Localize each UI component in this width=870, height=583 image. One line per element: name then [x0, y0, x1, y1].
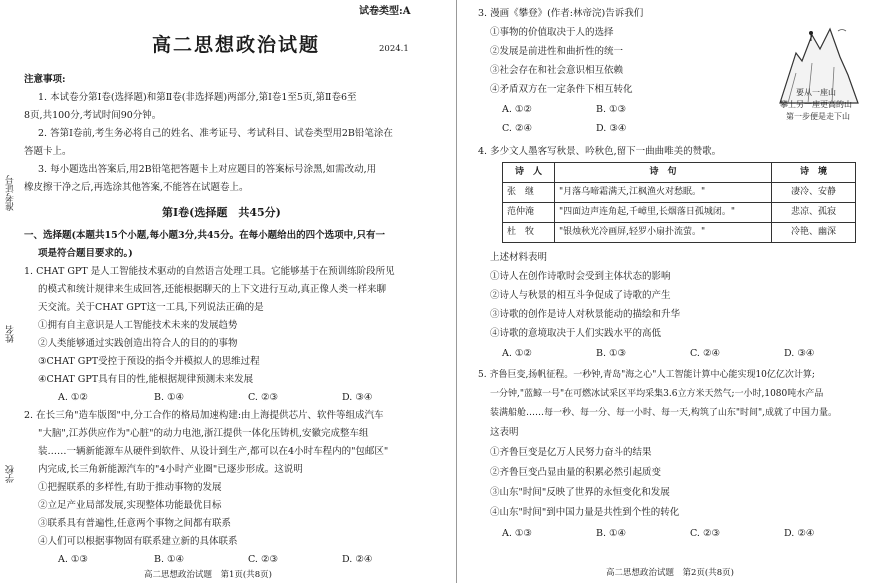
table-row	[503, 183, 856, 203]
notice-heading: 注意事项:	[24, 74, 66, 85]
q2-option-c[interactable]: C. ②③	[248, 554, 279, 565]
q3-option-b[interactable]: B. ①③	[596, 104, 627, 115]
page-1	[24, 0, 444, 583]
q3-option-a[interactable]: A. ①②	[502, 104, 532, 115]
q4-statement-3: ③诗歌的创作是诗人对秋景能动的描绘和升华	[490, 309, 681, 320]
side-label-name: 姓名	[6, 325, 16, 343]
q5-option-c[interactable]: C. ②③	[690, 528, 721, 539]
q4-statement-2: ②诗人与秋景的相互斗争促成了诗歌的产生	[490, 290, 671, 301]
poem-mood: 凄冷、安静	[772, 183, 856, 203]
q3-option-d[interactable]: D. ③④	[596, 123, 627, 134]
table-row	[503, 203, 856, 223]
page-title: 高二思想政治试题	[152, 34, 321, 56]
poem-mood: 冷艳、幽深	[772, 223, 856, 243]
q1-option-b[interactable]: B. ①④	[154, 392, 185, 403]
poem-line: "银烛秋光冷画屏,轻罗小扇扑流萤。"	[555, 223, 772, 243]
q2-stem-b: "大脑",江苏供应作为"心脏"的动力电池,浙江提供一体化压铸机,安徽完成整车组	[38, 428, 369, 439]
cartoon-caption-1: 要从一座山	[796, 88, 836, 97]
poem-poet: 张 继	[503, 183, 555, 203]
notice-2a: 2. 答第Ⅰ卷前,考生务必将自己的姓名、准考证号、考试科目、试卷类型用2B铅笔涂在	[38, 128, 393, 139]
section-heading: 第Ⅰ卷(选择题 共45分)	[162, 206, 281, 219]
q2-option-d[interactable]: D. ②④	[342, 554, 373, 565]
q5-option-b[interactable]: B. ①④	[596, 528, 627, 539]
q5-option-a[interactable]: A. ①③	[502, 528, 532, 539]
notice-1a: 1. 本试卷分第Ⅰ卷(选择题)和第Ⅱ卷(非选择题)两部分,第Ⅰ卷1至5页,第Ⅱ卷6至	[38, 92, 357, 103]
q2-statement-3: ③联系具有普遍性,任意两个事物之间都有联系	[38, 518, 232, 529]
q5-option-d[interactable]: D. ②④	[784, 528, 815, 539]
q4-option-c[interactable]: C. ②④	[690, 348, 721, 359]
q2-option-a[interactable]: A. ①③	[58, 554, 88, 565]
paper-type: 试卷类型:A	[359, 6, 411, 17]
q5-statement-1: ①齐鲁巨变是亿万人民努力奋斗的结果	[490, 447, 652, 458]
q1-statement-3: ③CHAT GPT受控于预设的指令并模拟人的思维过程	[38, 356, 260, 367]
q5-statement-3: ③山东"时间"反映了世界的永恒变化和发展	[490, 487, 670, 498]
table-row	[503, 223, 856, 243]
climbing-cartoon	[778, 8, 860, 128]
q1-stem-a: 1. CHAT GPT 是人工智能技术驱动的自然语言处理工具。它能够基于在预训练阶段所见	[24, 266, 395, 277]
notice-3a: 3. 每小题选出答案后,用2B铅笔把答题卡上对应题目的答案标号涂黑,如需改动,用	[38, 164, 377, 175]
q2-stem-d: 内完成,长三角新能源汽车的"4小时产业圈"已逐步形成。这说明	[38, 464, 303, 475]
q4-statement-1: ①诗人在创作诗歌时会受到主体状态的影响	[490, 271, 671, 282]
q1-option-a[interactable]: A. ①②	[58, 392, 88, 403]
page-2	[478, 0, 858, 583]
exam-date: 2024.1	[379, 44, 409, 54]
q5-statement-4: ④山东"时间"到中国力量是共性到个性的转化	[490, 507, 680, 518]
section-instruction-b: 项是符合题目要求的。)	[38, 248, 133, 259]
q1-statement-2: ②人类能够通过实践创造出符合人的目的的事物	[38, 338, 238, 349]
q3-statement-4: ④矛盾双方在一定条件下相互转化	[490, 84, 633, 95]
cartoon-caption-3: 第一步便是走下山	[786, 112, 850, 121]
q1-statement-4: ④CHAT GPT具有目的性,能根据规律预测未来发展	[38, 374, 254, 385]
q5-stem-d: 这表明	[490, 427, 519, 438]
page-divider	[456, 0, 457, 583]
q5-stem-c: 装满船舱……每一秒、每一分、每一小时、每一天,构筑了山东"时间",成就了中国力量。	[490, 408, 838, 418]
q2-stem-c: 装……一辆新能源车从硬件到软件、从设计到生产,都可以在4小时车程内的"包邮区"	[38, 446, 389, 457]
poem-mood: 悲凉、孤寂	[772, 203, 856, 223]
q1-option-d[interactable]: D. ③④	[342, 392, 373, 403]
side-label-school: 学校	[6, 465, 16, 483]
notice-3b: 橡皮擦干净之后,再选涂其他答案,不能答在试题卷上。	[24, 182, 249, 193]
q4-option-a[interactable]: A. ①②	[502, 348, 532, 359]
poem-poet: 范仲淹	[503, 203, 555, 223]
q4-option-b[interactable]: B. ①③	[596, 348, 627, 359]
q4-option-d[interactable]: D. ③④	[784, 348, 815, 359]
q1-statement-1: ①拥有自主意识是人工智能技术未来的发展趋势	[38, 320, 238, 331]
page-footer-2: 高二思想政治试题 第2页(共8页)	[606, 568, 734, 578]
q3-statement-2: ②发展是前进性和曲折性的统一	[490, 46, 624, 57]
q3-statement-3: ③社会存在和社会意识相互依赖	[490, 65, 624, 76]
q2-statement-1: ①把握联系的多样性,有助于推动事物的发展	[38, 482, 222, 493]
page-footer-1: 高二思想政治试题 第1页(共8页)	[144, 570, 272, 580]
q2-statement-2: ②立足产业局部发展,实现整体功能最优目标	[38, 500, 222, 511]
section-instruction-a: 一、选择题(本题共15个小题,每小题3分,共45分。在每小题给出的四个选项中,只有一	[24, 230, 385, 241]
poem-table	[502, 162, 856, 243]
cartoon-caption-2: 攀上另一座更高的山	[780, 100, 852, 109]
q1-option-c[interactable]: C. ②③	[248, 392, 279, 403]
side-label-exam-id: 准考证号	[6, 175, 16, 211]
poem-line: "四面边声连角起,千嶂里,长烟落日孤城闭。"	[555, 203, 772, 223]
poem-table-header: 诗 人	[503, 163, 555, 183]
q3-option-c[interactable]: C. ②④	[502, 123, 533, 134]
notice-1b: 8页,共100分,考试时间90分钟。	[24, 110, 162, 121]
poem-poet: 杜 牧	[503, 223, 555, 243]
q5-stem-a: 5. 齐鲁巨变,扬帆征程。一秒钟,青岛"海之心"人工智能计算中心能实现10亿亿次计算;	[478, 370, 815, 380]
q2-option-b[interactable]: B. ①④	[154, 554, 185, 565]
q2-stem-a: 2. 在长三角"造车版图"中,分工合作的格局加速构建:由上海提供芯片、软件等组成汽车	[24, 410, 384, 421]
q1-stem-b: 的模式和统计规律来生成回答,还能根据聊天的上下文进行互动,真正像人类一样来聊	[38, 284, 387, 295]
poem-line: "月落乌啼霜满天,江枫渔火对愁眠。"	[555, 183, 772, 203]
q5-stem-b: 一分钟,"蓝鲸一号"在可燃冰试采区平均采集3.6立方米天然气;一小时,1080吨水产品	[490, 389, 824, 399]
q2-statement-4: ④人们可以根据事物固有联系建立新的具体联系	[38, 536, 238, 547]
poem-table-header: 诗 境	[772, 163, 856, 183]
q4-prompt: 上述材料表明	[490, 252, 548, 263]
q4-statement-4: ④诗歌的意境取决于人们实践水平的高低	[490, 328, 662, 339]
q1-stem-c: 天交流。关于CHAT GPT这一工具,下列说法正确的是	[38, 302, 264, 313]
q3-stem: 3. 漫画《攀登》(作者:林帝浣)告诉我们	[478, 8, 644, 19]
q5-statement-2: ②齐鲁巨变凸显由量的积累必然引起质变	[490, 467, 662, 478]
poem-table-header: 诗 句	[555, 163, 772, 183]
notice-2b: 答题卡上。	[24, 146, 72, 157]
q4-stem: 4. 多少文人墨客写秋景、吟秋色,留下一曲曲唯美的赞歌。	[478, 146, 722, 157]
q3-statement-1: ①事物的价值取决于人的选择	[490, 27, 614, 38]
